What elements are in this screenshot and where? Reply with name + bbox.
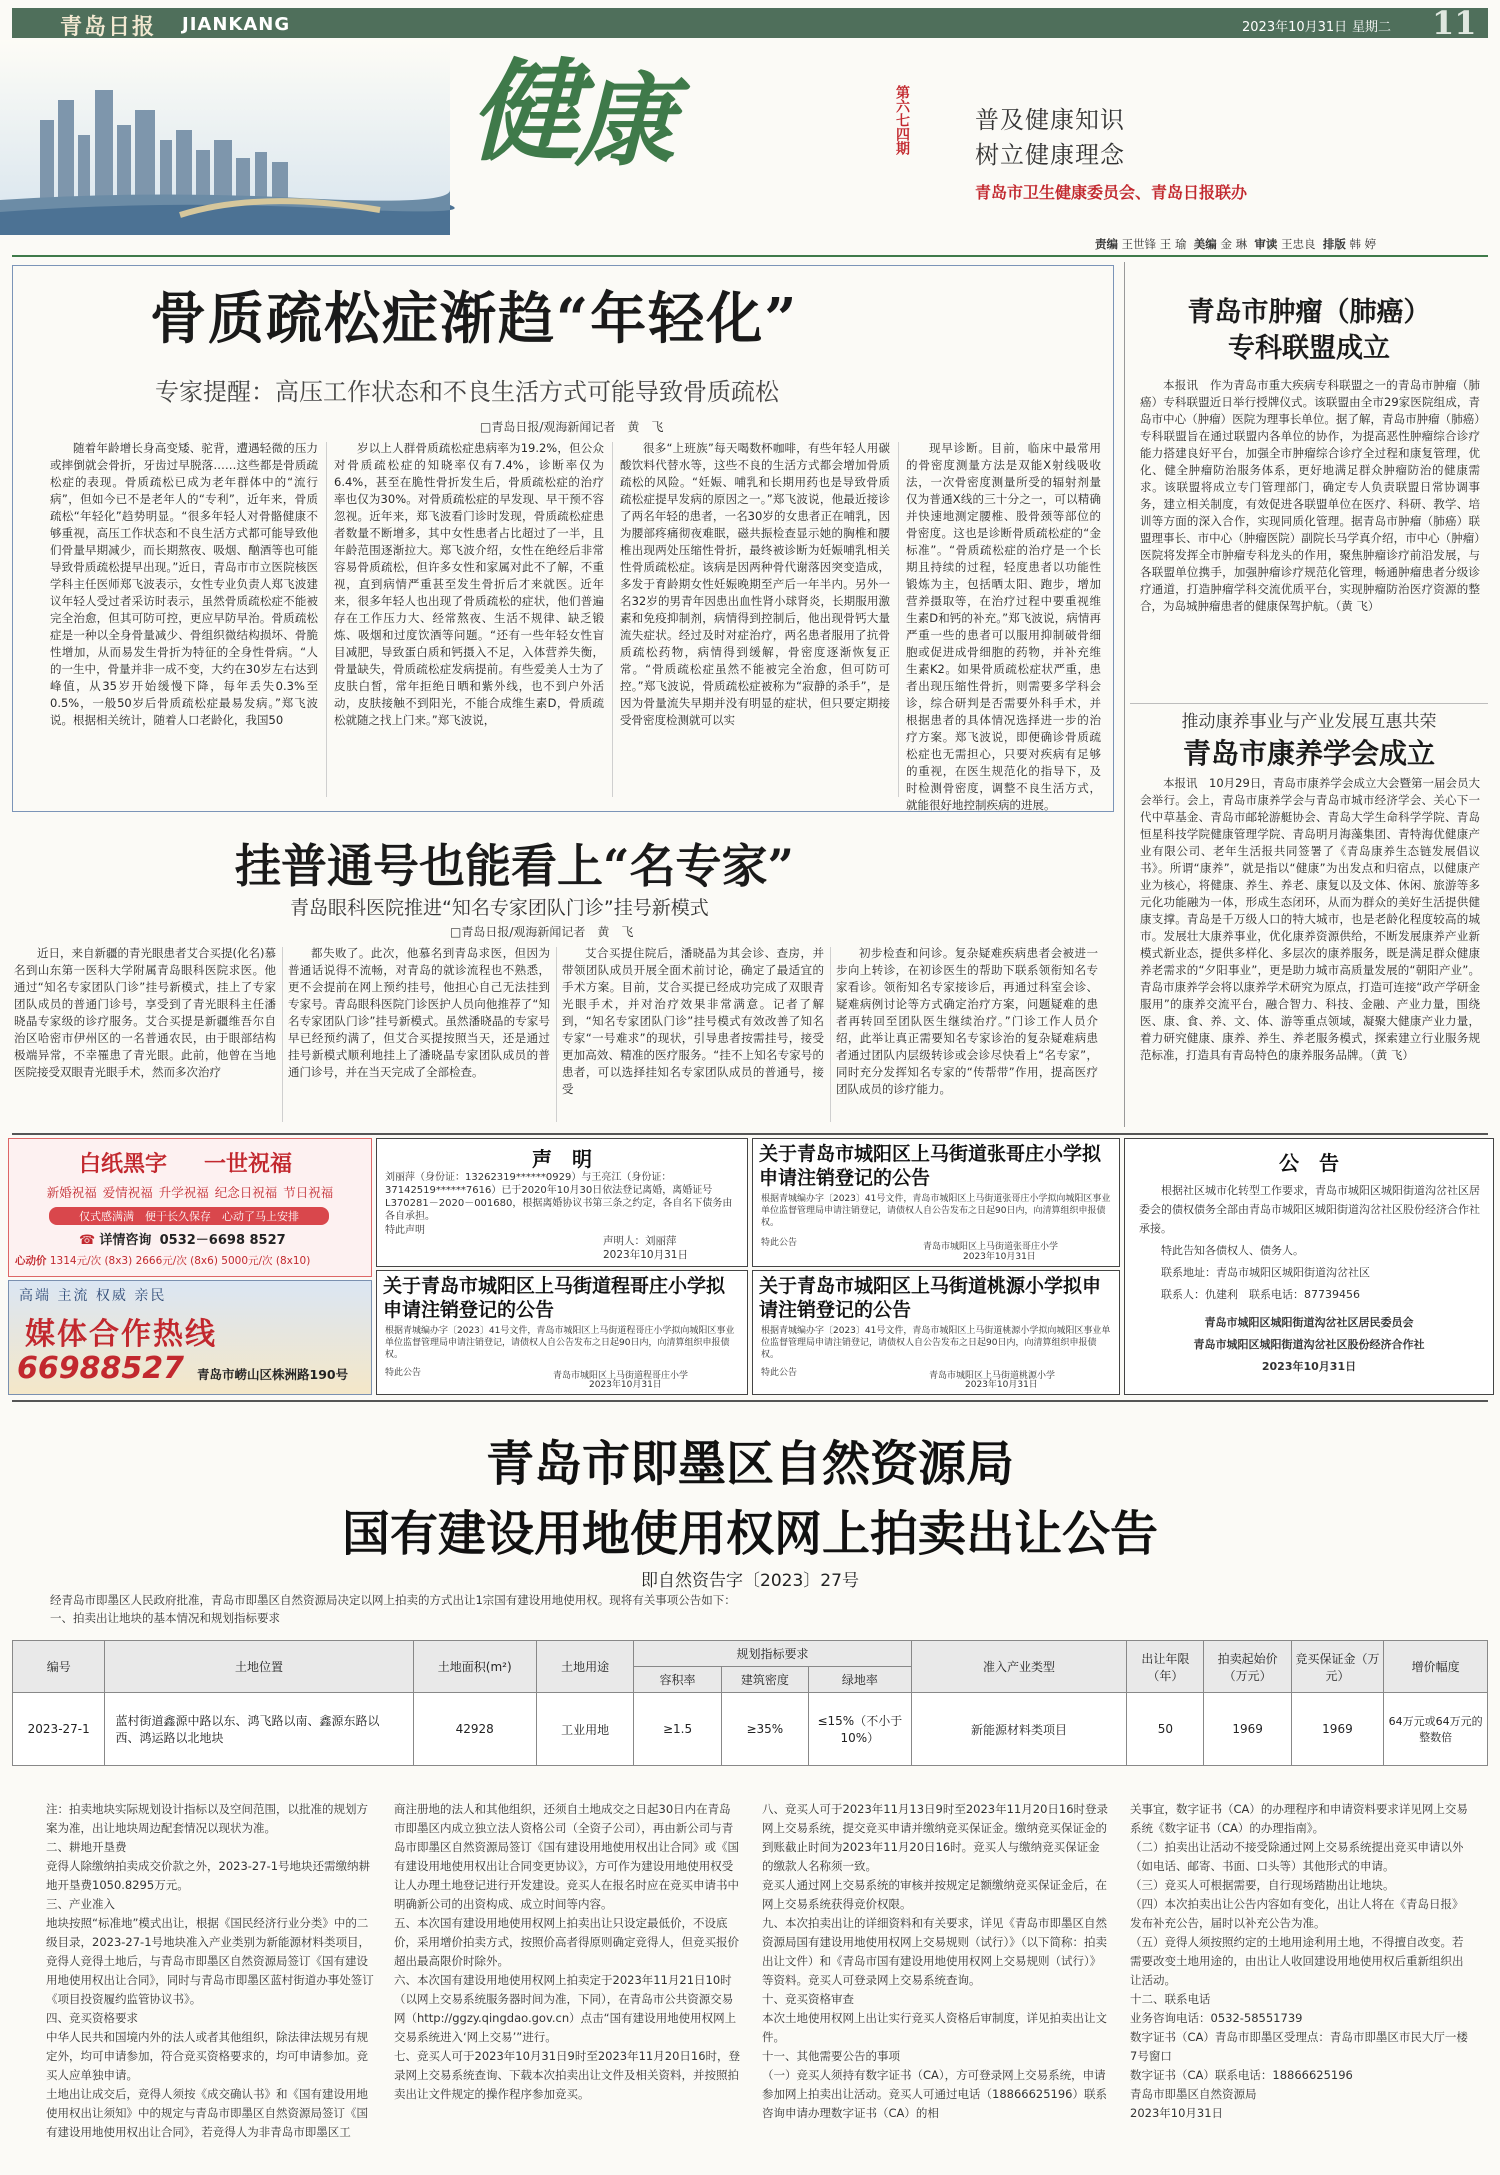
right-1-text: 本报讯 作为青岛市重大疾病专科联盟之一的青岛市肿瘤（肺癌）专科联盟近日举行授牌仪式。该联盟由全市29家医院组成，青岛市中心（肿瘤）医院为理事长单位。据了解，青岛市肿瘤（肺癌）专科联盟旨在通过联盟内各单位的协作，为提高恶性肿瘤综合诊疗能力搭建良好平台，加强全市肿瘤综合诊疗全过程和康复管理，优化、健全肿瘤防治服务体系，更好地满足群众肿瘤防治的健康需求。该联盟将成立专门管理部门，确定专人负责联盟日常协调事务，建立相关制度，有效促进各联盟单位在医疗、科研、教学、培训等方面的深入合作，实现同质化管理。据青岛市肿瘤（肺癌）联盟理事长、市中心（肿瘤医院）副院长马学真介绍，市中心（肿瘤）医院将发挥全市肿瘤专科龙头的作用，聚焦肿瘤诊疗前沿发展，与各联盟单位携手，加强肿瘤诊疗规范化管理，畅通肿瘤患者分级诊疗通道，打造肿瘤学科交流优质平台，实现肿瘤防治医疗资源的整合，为岛城肿瘤患者的健康保驾护航。（黄 飞）	[1140, 378, 1480, 613]
second-col-1: 近日，来自新疆的青光眼患者艾合买提(化名)慕名到山东第一医科大学附属青岛眼科医院求医。他通过“知名专家团队门诊”挂号新模式，挂上了专家团队成员的普通门诊号，享受到了青光眼科主任潘晓晶专家级的诊疗服务。艾合买提是新疆维吾尔自治区哈密市伊州区的一名普通农民，由于眼部结构极端异常，不幸罹患了青光眼。此前，他曾在当地医院接受双眼青光眼手术，然而多次治疗	[14, 946, 276, 1079]
th-no: 编号	[13, 1641, 105, 1693]
cell-increment: 64万元或64万元的整数倍	[1384, 1693, 1488, 1766]
land-col-4: 关事宜，数字证书（CA）的办理程序和申请资料要求详见网上交易系统《数字证书（CA）的办理指南》。 （二）拍卖出让活动不接受除通过网上交易系统提出竞买申请以外（如电话、邮寄、书面、口头等）其他形式的申请。 （三）竞买人可根据需要，自行现场踏勘出让地块。 （四）本次拍卖出让公告内容如有变化，出让人将在《青岛日报》发布补充公告，届时以补充公告为准。 （五）竞得人须按照约定的土地用途利用土地，不得擅自改变。若需要改变土地用途的，由出让人收回建设用地使用权后重新组织出让活动。 十二、联系电话 业务咨询电话：0532-58551739 数字证书（CA）青岛市即墨区受理点：青岛市即墨区市民大厅一楼7号窗口 数字证书（CA）联系电话：18866625196 青岛市即墨区自然资源局 2023年10月31日	[1130, 1802, 1468, 2120]
ads-top-rule	[12, 1133, 1488, 1135]
issue-weekday: 星期二	[1352, 20, 1392, 35]
land-table-wrapper	[12, 1640, 1488, 1766]
media-tag: 高端	[19, 1288, 51, 1304]
right-1-title-line1: 青岛市肿瘤（肺癌）	[1187, 297, 1431, 328]
th-density: 建筑密度	[721, 1667, 808, 1693]
price-2: 2666元/次 (8x6)	[135, 1255, 218, 1267]
taoyuan-text: 根据青城编办字〔2023〕41号文件，青岛市城阳区上马街道桃源小学拟向城阳区事业单位监督管理局申请注销登记，请债权人自公告发布之日起90日内，向清算组织申报债权。	[761, 1326, 1111, 1360]
land-doc-no: 即自然资告字〔2023〕27号	[641, 1571, 859, 1591]
cell-far: ≥1.5	[634, 1693, 721, 1766]
cell-no: 2023-27-1	[13, 1693, 105, 1766]
taoyuan-notice	[752, 1270, 1120, 1395]
statement-title: 声 明	[532, 1147, 592, 1171]
th-industry: 准入产业类型	[911, 1641, 1127, 1693]
media-tag: 权威	[95, 1288, 128, 1304]
media-tag: 亲民	[134, 1288, 167, 1304]
land-col-2: 商注册地的法人和其他组织，还须自土地成交之日起30日内在青岛市即墨区内成立独立法人资格公司（全资子公司），再由新公司与青岛市即墨区自然资源局签订《国有建设用地使用权出让合同》或《国有建设用地使用权出让合同变更协议》，方可作为建设用地使用权受让人办理土地登记进行开发建设。竞买人在报名时应在竞买申请书中明确新公司的出资构成、成立时间等内容。 五、本次国有建设用地使用权网上拍卖出让只设定最低价，不设底价，采用增价拍卖方式，按照价高者得原则确定竞得人，但竞买报价超出最高限价时除外。 六、本次国有建设用地使用权网上拍卖定于2023年11月21日10时（以网上交易系统服务器时间为准，下同），在青岛市公共资源交易网（http://ggzy.qingdao.gov.cn）点击“国有建设用地使用权网上交易系统进入‘网上交易’”进行。 七、竞买人可于2023年10月31日9时至2023年11月20日16时，登录网上交易系统查询、下载本次拍卖出让文件及相关资料，并按照拍卖出让文件规定的操作程序参加竞买。	[394, 1802, 741, 2101]
service-item: 爱情祝福	[102, 1185, 153, 1200]
announcement-org-1: 青岛市城阳区城阳街道沟岔社区居民委员会	[1204, 1316, 1414, 1329]
land-intro: 经青岛市即墨区人民政府批准，青岛市即墨区自然资源局决定以网上拍卖的方式出让1宗国有建设用地使用权。现将有关事项公告如下：	[50, 1593, 736, 1607]
wedding-headline-right: 一世祝福	[204, 1151, 293, 1177]
cell-deposit: 1969	[1291, 1693, 1383, 1766]
layout: 韩 婷	[1349, 237, 1377, 251]
cell-location: 蓝村街道鑫源中路以东、鸿飞路以南、鑫源东路以西、鸿运路以北地块	[105, 1693, 413, 1766]
col-divider	[282, 947, 283, 1122]
media-address: 青岛市崂山区株洲路190号	[197, 1367, 349, 1382]
cell-density: ≥35%	[721, 1693, 808, 1766]
lead-col-1: 随着年龄增长身高变矮、驼背，遭遇轻微的压力或摔倒就会骨折，牙齿过早脱落……这些都是骨质疏松症的表现。骨质疏松已成为老年群体中的“流行病”，但如今已不是老年人的“专利”，近年来，骨质疏松“年轻化”趋势明显。“很多年轻人对骨骼健康不够重视，高压工作状态和不良生活方式都可能导致他们骨量早期减少，而长期熬夜、吸烟、酗酒等也可能导致骨质疏松提早出现。”近日，青岛市市立医院核医学科主任医师郑飞波表示，女性专业负责人郑飞波建议年轻人受过者采访时表示，虽然骨质疏松症不能被完全治愈，但其可防可控，更应早防早治。骨质疏松症是一种以全身骨量减少、骨组织微结构损坏、骨脆性增加，从而易发生骨折为特征的全身性骨病。“人的一生中，骨量并非一成不变，大约在30岁左右达到峰值，从35岁开始缓慢下降，每年丢失0.3%至0.5%，一般50岁后骨质疏松症最易发病。”郑飞波说。根据相关统计，随着人口老龄化，我国50	[50, 441, 318, 727]
cell-area: 42928	[413, 1693, 536, 1766]
media-phone: 66988527	[17, 1351, 184, 1386]
masthead-bar	[12, 4, 1488, 42]
cell-industry: 新能源材料类项目	[911, 1693, 1127, 1766]
statement-notice	[376, 1138, 748, 1267]
price-label: 心动价	[15, 1255, 47, 1267]
th-deposit: 竞买保证金（万元）	[1291, 1641, 1383, 1693]
statement-signer: 声明人：刘丽萍	[603, 1235, 677, 1247]
editor-label: 责编	[1095, 237, 1118, 251]
section-name: JIANKANG	[182, 14, 291, 35]
right-2-text: 本报讯 10月29日，青岛市康养学会成立大会暨第一届会员大会举行。会上，青岛市康养学会与青岛市城市经济学会、关心下一代中草基金、青岛市邮轮游艇协会、青岛大学生命科学学院、青岛恒星科技学院健康管理学院、青岛明月海藻集团、青特海优健康产业有限公司、老年生活报共同签署了《青岛康养生态链发展倡议书》。所谓“康养”，就是指以“健康”为出发点和归宿点，以健康产业为核心，将健康、养生、养老、康复以及文体、休闲、旅游等多元化功能融为一体，形成生态闭环，从而为群众的美好生活提供健康支撑。青岛是千万级人口的特大城市，也是老龄化程度较高的城市。发展壮大康养事业，优化康养资源供给，不断发展康养产业新模式新业态，提供多样化、多层次的康养服务，既是满足群众健康养老需求的“夕阳事业”，更是助力城市高质量发展的“朝阳产业”。青岛市康养学会将以康养学术研究为原点，打造可连接“政产学研金服用”的康养交流平台，融合智力、科技、金融、产业力量，围绕医、康、食、养、文、体、游等重点领域，凝聚大健康产业力量，着力研究健康、康养、养生、养老服务模式，探索建立行业服务规范标准，打造具有青岛特色的康养服务品牌。（黄 飞）	[1140, 776, 1480, 1062]
statement-declare: 特此声明	[385, 1225, 425, 1236]
taoyuan-title: 关于青岛市城阳区上马街道桃源小学拟申请注销登记的公告	[759, 1275, 1102, 1321]
chengzhuang-text: 根据青城编办字〔2023〕41号文件，青岛市城阳区上马街道程哥庄小学拟向城阳区事业单位监督管理局申请注销登记，请债权人自公告发布之日起90日内，向清算组织申报债权。	[385, 1326, 735, 1360]
announcement-date: 2023年10月31日	[1261, 1360, 1357, 1373]
th-use: 土地用途	[536, 1641, 634, 1693]
page-number: 11	[1432, 4, 1477, 42]
wedding-services	[15, 1183, 365, 1201]
land-title-line2: 国有建设用地使用权网上拍卖出让公告	[341, 1506, 1158, 1562]
land-title-line1: 青岛市即墨区自然资源局	[485, 1436, 1014, 1492]
price-3: 5000元/次 (8x10)	[221, 1255, 311, 1267]
community-announcement	[1124, 1138, 1494, 1395]
credits-line	[1095, 236, 1376, 252]
slogan-line-1: 普及健康知识	[975, 106, 1125, 134]
announcement-text: 根据社区城市化转型工作要求，青岛市城阳区城阳街道沟岔社区居委会的债权债务全部由青岛市城阳区城阳街道沟岔社区股份经济合作社承接。	[1139, 1184, 1480, 1235]
second-byline: □青岛日报/观海新闻记者 黄 飞	[450, 925, 634, 939]
editor: 王世锋 王 瑜	[1121, 237, 1187, 251]
announcement-org-2: 青岛市城阳区城阳街道沟岔社区股份经济合作社	[1193, 1338, 1425, 1351]
second-col-4: 初步检查和问诊。复杂疑难疾病患者会被进一步向上转诊，在初诊医生的帮助下联系领衔知名专家看诊。领衔知名专家接诊后，再通过科室会诊、疑难病例讨论等方式确定治疗方案，问题疑难的患者再转回至团队医生继续治疗。”门诊工作人员介绍，此举让真正需要知名专家诊治的复杂疑难病患者通过团队内层级转诊或会诊尽快看上“名专家”，同时充分发挥知名专家的“传帮带”作用，提高医疗团队成员的诊疗能力。	[836, 946, 1098, 1096]
media-ad	[8, 1280, 372, 1395]
review: 王忠良	[1281, 237, 1316, 251]
media-headline: 媒体合作热线	[25, 1317, 217, 1352]
right-rule	[1130, 703, 1488, 704]
land-top-rule	[12, 1400, 1488, 1402]
art-label: 美编	[1193, 237, 1217, 251]
cell-start-price: 1969	[1204, 1693, 1291, 1766]
th-area: 土地面积(m²)	[413, 1641, 536, 1693]
cell-use: 工业用地	[536, 1693, 634, 1766]
phone-icon: ☎	[79, 1233, 96, 1248]
zhangzhuang-notice	[752, 1138, 1120, 1267]
second-col-2: 都失败了。此次，他慕名到青岛求医，但因为普通话说得不流畅，对青岛的就诊流程也不熟悉，更不会提前在网上预约挂号，他担心自己无法挂到专家号。青岛眼科医院门诊医护人员向他推荐了“知名专家团队门诊”挂号新模式。虽然潘晓晶的专家号早已经预约满了，但艾合买提按照当天，还是通过挂号新模式顺利地挂上了潘晓晶专家团队成员的普通门诊号，并在当天完成了全部检查。	[288, 946, 550, 1079]
city-skyline-image	[0, 40, 450, 235]
lead-title: 骨质疏松症渐趋“年轻化”	[150, 286, 799, 352]
land-table	[12, 1640, 1488, 1766]
cell-years: 50	[1127, 1693, 1204, 1766]
lead-col-4: 现早诊断。目前，临床中最常用的骨密度测量方法是双能X射线吸收法，一次骨密度测量所受的辐射剂量仅为普通X线的三十分之一，可以精确并快速地测定腰椎、股骨颈等部位的骨密度。这也是诊断骨质疏松症的“金标准”。“骨质疏松症的治疗是一个长期且持续的过程，轻度患者以功能性锻炼为主，包括晒太阳、跑步，增加营养摄取等，在治疗过程中要重视维生素D和钙的补充。”郑飞波说，病情再严重一些的患者可以服用抑制破骨细胞或促进成骨细胞的药物，并补充维生素K2。如果骨质疏松症状严重，患者出现压缩性骨折，则需要多学科会诊，综合研判是否需要外科手术，并根据患者的具体情况选择进一步的治疗方案。郑飞波说，即便确诊骨质疏松症也无需担心，只要对疾病有足够的重视，在医生规范化的指导下，及时检测骨密度，调整不良生活方式，就能很好地控制疾病的进展。	[906, 441, 1101, 812]
th-location: 土地位置	[105, 1641, 413, 1693]
col-divider	[898, 442, 899, 797]
land-col-1: 注：拍卖地块实际规划设计指标以及空间范围，以批准的规划方案为准，出让地块周边配套情况以现状为准。 二、耕地开垦费 竞得人除缴纳拍卖成交价款之外，2023-27-1号地块还需缴纳耕地开垦费1050.8295万元。 三、产业准入 地块按照“标准地”模式出让，根据《国民经济行业分类》中的二级目录，2023-27-1号地块准入产业类别为新能源材料类项目，竞得人竞得土地后，与青岛市即墨区自然资源局签订《国有建设用地使用权出让合同》，同时与青岛市即墨区蓝村街道办事处签订《项目投资履约监管协议书》。 四、竞买资格要求 中华人民共和国境内外的法人或者其他组织，除法律法规另有规定外，均可申请参加，符合竞买资格要求的，均可申请参加。竞买人应单独申请。 土地出让成交后，竞得人须按《成交确认书》和《国有建设用地使用权出让须知》中的规定与青岛市即墨区自然资源局签订《国有建设用地使用权出让合同》，若竞得人为非青岛市即墨区工	[46, 1802, 374, 2139]
lead-col-3: 很多“上班族”每天喝数杯咖啡，有些年轻人用碳酸饮料代替水等，这些不良的生活方式都会增加骨质疏松的风险。“妊娠、哺乳和长期用药也是导致骨质疏松症提早发病的原因之一。”郑飞波说，他最近接诊了两名年轻的患者，一名30岁的女患者正在哺乳，因为腰部疼痛彻夜难眠，磁共振检查显示她的胸椎和腰椎出现两处压缩性骨折，最终被诊断为妊娠哺乳相关性骨质疏松症。该病是因两种骨代谢落因突变造成，多发于育龄期女性妊娠晚期至产后一年半内。另外一名32岁的男青年因患出血性肾小球肾炎，长期服用激素和免疫抑制剂，病情得到控制后，他出现骨钙大量流失症状。经过及时对症治疗，两名患者服用了抗骨质疏松药物，病情得到缓解，骨密度逐渐恢复正常。“骨质疏松症虽然不能被完全治愈，但可防可控。”郑飞波说，骨质疏松症被称为“寂静的杀手”，是因为骨量流失早期并没有明显的症状，但只要定期接受骨密度检测就可以实	[620, 441, 890, 727]
th-years: 出让年限（年）	[1127, 1641, 1204, 1693]
statement-text: 刘丽萍（身份证：13262319******0929）与王亮江（身份证：37142519******7616）已于2020年10月30日依法登记离婚，离婚证号L370281－2020－001680，根据离婚协议书第三条之约定，各自名下债务由各自承担。	[385, 1172, 733, 1222]
issue-date: 2023年10月31日	[1242, 20, 1348, 35]
zhangzhuang-signer: 青岛市城阳区上马街道张哥庄小学	[923, 1242, 1059, 1252]
service-item: 节日祝福	[283, 1185, 334, 1200]
paper-name: 青岛日报	[60, 14, 157, 40]
zhangzhuang-title: 关于青岛市城阳区上马街道张哥庄小学拟申请注销登记的公告	[759, 1143, 1102, 1189]
taoyuan-date: 2023年10月31日	[965, 1380, 1038, 1390]
wedding-promise: 仅式感满满 便于长久保存 心动了马上安排	[49, 1207, 329, 1225]
taoyuan-end: 特此公告	[761, 1368, 798, 1378]
lead-col-2: 岁以上人群骨质疏松症患病率为19.2%，但公众对骨质疏松症的知晓率仅有7.4%，诊断率仅为6.4%，甚至在脆性骨折发生后，骨质疏松症的治疗率也仅为30%。对骨质疏松症的早发现、早干预不容忽视。近年来，郑飞波看门诊时发现，骨质疏松症患者数量不断增多，其中女性患者占比超过了一半，且年龄范围逐渐拉大。郑飞波介绍，女性在绝经后非常容易骨质疏松，但许多女性和家属对此不了解，不重视，直到病情严重甚至发生骨折后才来就医。近年来，很多年轻人也出现了骨质疏松的症状，他们普遍存在工作压力大、经常熬夜、生活不规律、缺乏锻炼、吸烟和过度饮酒等问题。“还有一些年轻女性盲目减肥，导致蛋白质和钙摄入不足，入体营养失衡，骨量缺失，骨质疏松症发病提前。有些爱美人士为了皮肤白皙，常年拒绝日晒和紫外线，也不到户外活动，皮肤接触不到阳光，不能合成维生素D，骨质疏松就随之找上门来。”郑飞波说，	[334, 441, 604, 727]
section-char-jian: 健	[470, 47, 580, 176]
issue-badge: 第六七四期	[894, 85, 910, 155]
statement-date: 2023年10月31日	[603, 1249, 688, 1261]
service-item: 新婚祝福	[46, 1185, 97, 1200]
banner-rule	[12, 255, 1488, 257]
announcement-notice: 特此告知各债权人、债务人。	[1161, 1244, 1304, 1257]
table-row	[13, 1693, 1488, 1766]
zhangzhuang-text: 根据青城编办字〔2023〕41号文件，青岛市城阳区上马街道张哥庄小学拟向城阳区事业单位监督管理局申请注销登记，请债权人自公告发布之日起90日内，向清算组织申报债权。	[761, 1194, 1111, 1228]
chengzhuang-notice	[376, 1270, 748, 1395]
chengzhuang-title: 关于青岛市城阳区上马街道程哥庄小学拟申请注销登记的公告	[383, 1275, 726, 1321]
right-2-title: 青岛市康养学会成立	[1182, 737, 1435, 770]
wedding-ad	[8, 1138, 372, 1277]
col-divider	[326, 442, 327, 797]
second-subtitle: 青岛眼科医院推进“知名专家团队门诊”挂号新模式	[290, 897, 709, 919]
price-1: 1314元/次 (8x3)	[49, 1255, 133, 1267]
service-item: 升学祝福	[158, 1185, 209, 1200]
th-plan: 规划指标要求	[634, 1641, 911, 1667]
col-divider	[830, 947, 831, 1122]
announcement-contact-person: 联系人：仇建利 联系电话：87739456	[1161, 1288, 1360, 1301]
th-start-price: 拍卖起始价（万元）	[1204, 1641, 1291, 1693]
th-green: 绿地率	[809, 1667, 912, 1693]
land-section-1: 一、拍卖出让地块的基本情况和规划指标要求	[50, 1611, 280, 1625]
chengzhuang-date: 2023年10月31日	[589, 1380, 662, 1390]
right-1-title-line2: 专科联盟成立	[1228, 333, 1390, 364]
media-tags	[19, 1285, 166, 1305]
chengzhuang-end: 特此公告	[385, 1368, 422, 1378]
service-item: 纪念日祝福	[214, 1185, 278, 1200]
media-tag: 主流	[57, 1288, 90, 1304]
col-divider	[556, 947, 557, 1122]
zhangzhuang-date: 2023年10月31日	[963, 1252, 1036, 1262]
section-char-kang: 康	[575, 62, 675, 180]
slogan-line-2: 树立健康理念	[975, 141, 1125, 169]
wedding-prices	[15, 1253, 310, 1268]
land-col-3: 八、竞买人可于2023年11月13日9时至2023年11月20日16时登录网上交易系统，提交竞买申请并缴纳竞买保证金。缴纳竞买保证金的到账截止时间为2023年11月20日16时。竞买人与缴纳竞买保证金的缴款人名称须一致。 竞买人通过网上交易系统的审核并按规定足额缴纳竞买保证金后，在网上交易系统获得竞价权限。 九、本次拍卖出让的详细资料和有关要求，详见《青岛市即墨区自然资源局国有建设用地使用权网上交易规则（试行）》（以下简称：拍卖出让文件）和《青岛市国有建设用地使用权网上交易规则（试行）》等资料。竞买人可登录网上交易系统查询。 十、竞买资格审查 本次土地使用权网上出让实行竞买人资格后审制度，详见拍卖出让文件。 十一、其他需要公告的事项 （一）竞买人须持有数字证书（CA），方可登录网上交易系统，申请参加网上拍卖出让活动。竞买人可通过电话（18866625196）联系咨询申请办理数字证书（CA）的相	[762, 1802, 1109, 2120]
right-column-divider	[1124, 262, 1125, 1127]
th-far: 容积率	[634, 1667, 721, 1693]
chengzhuang-signer: 青岛市城阳区上马街道程哥庄小学	[553, 1371, 689, 1381]
taoyuan-signer: 青岛市城阳区上马街道桃源小学	[929, 1371, 1056, 1381]
review-label: 审读	[1254, 237, 1278, 251]
hotline-label: 详情咨询	[99, 1233, 152, 1248]
wedding-headline-left: 白纸黑字	[79, 1151, 168, 1177]
cosponsor: 青岛市卫生健康委员会、青岛日报联办	[975, 183, 1248, 202]
col-divider	[612, 442, 613, 797]
announcement-contact-unit: 联系地址：青岛市城阳区城阳街道沟岔社区	[1161, 1266, 1370, 1279]
hotline-number: 0532－6698 8527	[159, 1233, 286, 1248]
second-col-3: 艾合买提住院后，潘晓晶为其会诊、查房，并带领团队成员开展全面术前讨论，确定了最适宜的手术方案。目前，艾合买提已经成功完成了双眼青光眼手术，并对治疗效果非常满意。记者了解到，“知名专家团队门诊”挂号模式有效改善了知名专家“一号难求”的现状，引导患者按需挂号，接受更加高效、精准的医疗服务。“挂不上知名专家号的患者，可以选择挂知名专家团队成员的普通号，接受	[562, 946, 824, 1096]
layout-label: 排版	[1322, 237, 1346, 251]
second-title: 挂普通号也能看上“名专家”	[235, 839, 794, 893]
lead-subtitle: 专家提醒：高压工作状态和不良生活方式可能导致骨质疏松	[155, 378, 779, 406]
wedding-hotline	[79, 1229, 286, 1248]
right-2-kicker: 推动康养事业与产业发展互惠共荣	[1181, 712, 1437, 732]
zhangzhuang-end: 特此公告	[761, 1238, 798, 1248]
cell-green: ≤15%（不小于10%）	[809, 1693, 912, 1766]
announcement-title: 公 告	[1279, 1151, 1339, 1175]
art: 金 琳	[1220, 237, 1248, 251]
lead-byline: □青岛日报/观海新闻记者 黄 飞	[480, 420, 664, 434]
th-increment: 增价幅度	[1384, 1641, 1488, 1693]
